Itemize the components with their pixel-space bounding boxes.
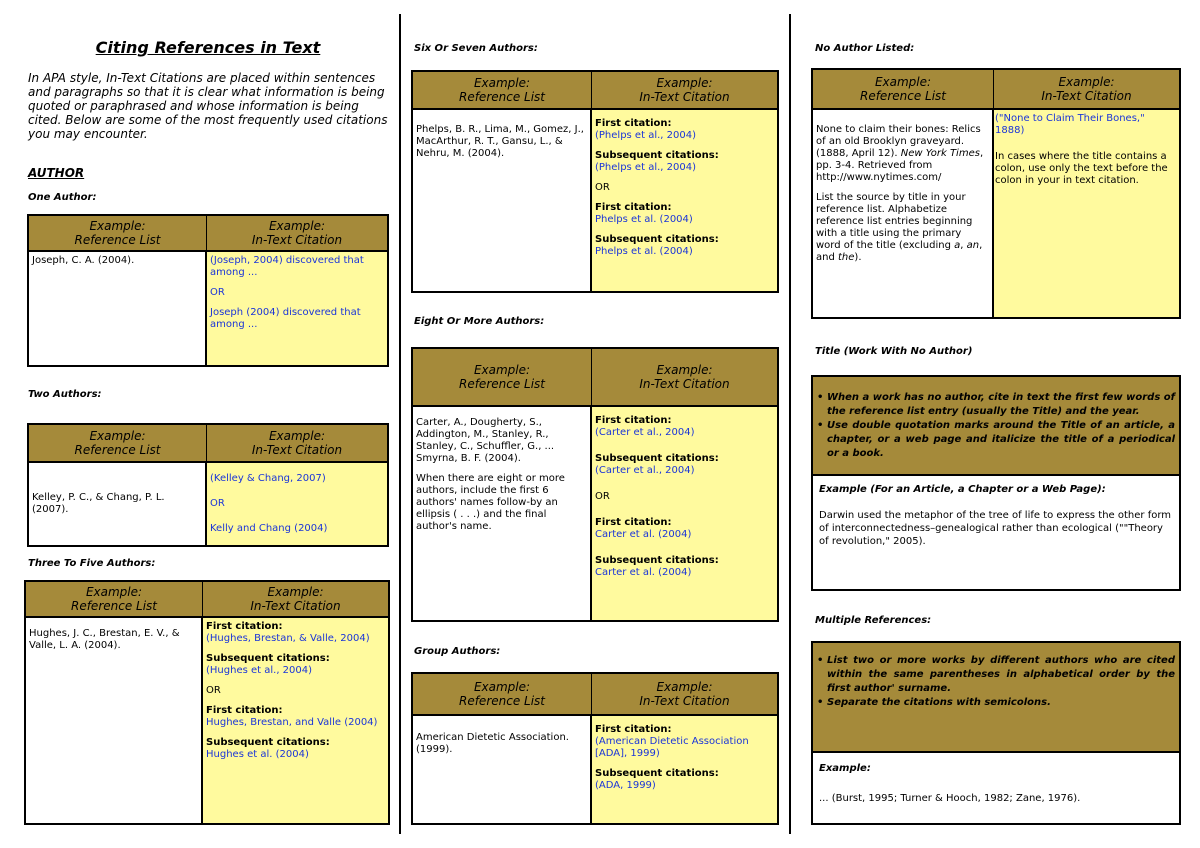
header-reference-list: Example: Reference List [413,72,592,108]
title-work-heading: Title (Work With No Author) [815,346,973,357]
one-author-table [27,214,389,367]
multiple-references-guidelines [813,643,1179,753]
reference-cell: Kelley, P. C., & Chang, P. L. (2007). [29,463,207,545]
example-text: Darwin used the metaphor of the tree of life to express the other form of interconnectedness–genealogical rather than ecological (""Theory of revolution," 2005). [819,510,1172,547]
header-in-text-citation: Example: In-Text Citation [639,363,730,391]
reference-cell: Joseph, C. A. (2004). [29,252,207,365]
intro-paragraph: In APA style, In-Text Citations are placed within sentences and paragraphs so that it is clear what information is being quoted or paraphrased and whose information is being cited. Below are some of the most frequently used citations you may encounter. [28,71,388,141]
group-authors-table [411,672,779,825]
header-in-text-citation: Example: In-Text Citation [251,429,343,457]
title-work-guidelines [813,377,1179,476]
citation-cell: ("None to Claim Their Bones," 1888) In cases where the title contains a colon, use only the text before the colon in your in text citation. [994,110,1179,317]
citation-cell: (Kelley & Chang, 2007) OR Kelly and Chang (2004) [207,463,387,545]
header-reference-list: Example: Reference List [813,70,994,108]
two-authors-heading: Two Authors: [28,389,102,400]
example-label: Example: [819,763,871,774]
header-reference-list: Example: Reference List [413,349,592,405]
one-author-heading: One Author: [28,192,97,203]
header-in-text-citation: Example: In-Text Citation [1041,75,1132,103]
reference-cell: Carter, A., Dougherty, S., Addington, M., Stanley, R., Stanley, C., Schuffler, G., ... Smyrna, B. F. (2004). When there are eight or more authors, include the first 6 authors' names follow-by an ellipsis ( . . .) and the final author's name. [413,407,592,620]
multiple-references-heading: Multiple References: [815,615,932,626]
citation-cell: First citation: (Phelps et al., 2004) Subsequent citations: (Phelps et al., 2004) OR First citation: Phelps et al. (2004) Subsequent citations: Phelps et al. (2004) [592,110,777,291]
header-reference-list: Example: Reference List [26,582,203,616]
page-title: Citing References in Text [95,38,321,57]
guideline-item: • Separate the citations with semicolons. [827,696,1175,710]
citation-cell: First citation: (American Dietetic Association [ADA], 1999) Subsequent citations: (ADA, 1999) [592,716,777,823]
citation-cell: First citation: (Carter et al., 2004) Subsequent citations: (Carter et al., 2004) OR First citation: Carter et al. (2004) Subsequent citations: Carter et al. (2004) [592,407,777,620]
reference-cell: None to claim their bones: Relics of an old Brooklyn graveyard. (1888, April 12). New York Times, pp. 3-4. Retrieved from http://www.nytimes.com/ List the source by title in your reference list. Alphabetize reference list entries beginning with a title using the primary word of the title (excluding a, an, and the). [813,110,994,317]
guideline-item: • Use double quotation marks around the Title of an article, a chapter, or a web page and italicize the title of a periodical or a book. [827,419,1175,461]
column-divider-right [789,14,791,834]
guideline-item: • When a work has no author, cite in text the first few words of the reference list entry (usually the Title) and the year. [827,391,1175,419]
column-divider-left [399,14,401,834]
header-reference-list: Example: Reference List [413,674,592,714]
citation-cell: (Joseph, 2004) discovered that among ... OR Joseph (2004) discovered that among ... [207,252,387,365]
header-in-text-citation: Example: In-Text Citation [251,219,343,247]
two-authors-table [27,423,389,547]
group-authors-heading: Group Authors: [414,646,501,657]
example-text: ... (Burst, 1995; Turner & Hooch, 1982; Zane, 1976). [819,793,1081,804]
three-five-authors-heading: Three To Five Authors: [28,558,156,569]
reference-cell: Phelps, B. R., Lima, M., Gomez, J., MacArthur, R. T., Gansu, L., & Nehru, M. (2004). [413,110,592,291]
header-reference-list: Example: Reference List [29,425,207,461]
no-author-heading: No Author Listed: [815,43,915,54]
author-heading: AUTHOR [28,166,85,180]
multiple-references-box [811,641,1181,825]
reference-cell: American Dietetic Association. (1999). [413,716,592,823]
header-in-text-citation: Example: In-Text Citation [250,585,341,613]
three-five-authors-table [24,580,390,825]
six-seven-authors-heading: Six Or Seven Authors: [414,43,538,54]
no-author-table [811,68,1181,319]
eight-more-authors-heading: Eight Or More Authors: [414,316,545,327]
title-work-box [811,375,1181,591]
eight-more-authors-table [411,347,779,622]
guideline-item: • List two or more works by different authors who are cited within the same parentheses in alphabetical order by the first author' surname. [827,654,1175,696]
header-reference-list: Example: Reference List [29,216,207,250]
citation-cell: First citation: (Hughes, Brestan, & Valle, 2004) Subsequent citations: (Hughes et al., 2004) OR First citation: Hughes, Brestan, and Valle (2004) Subsequent citations: Hughes et al. (2004) [203,618,388,823]
header-in-text-citation: Example: In-Text Citation [639,680,730,708]
reference-cell: Hughes, J. C., Brestan, E. V., & Valle, L. A. (2004). [26,618,203,823]
header-in-text-citation: Example: In-Text Citation [639,76,730,104]
example-label: Example (For an Article, a Chapter or a Web Page): [819,484,1106,495]
six-seven-authors-table [411,70,779,293]
